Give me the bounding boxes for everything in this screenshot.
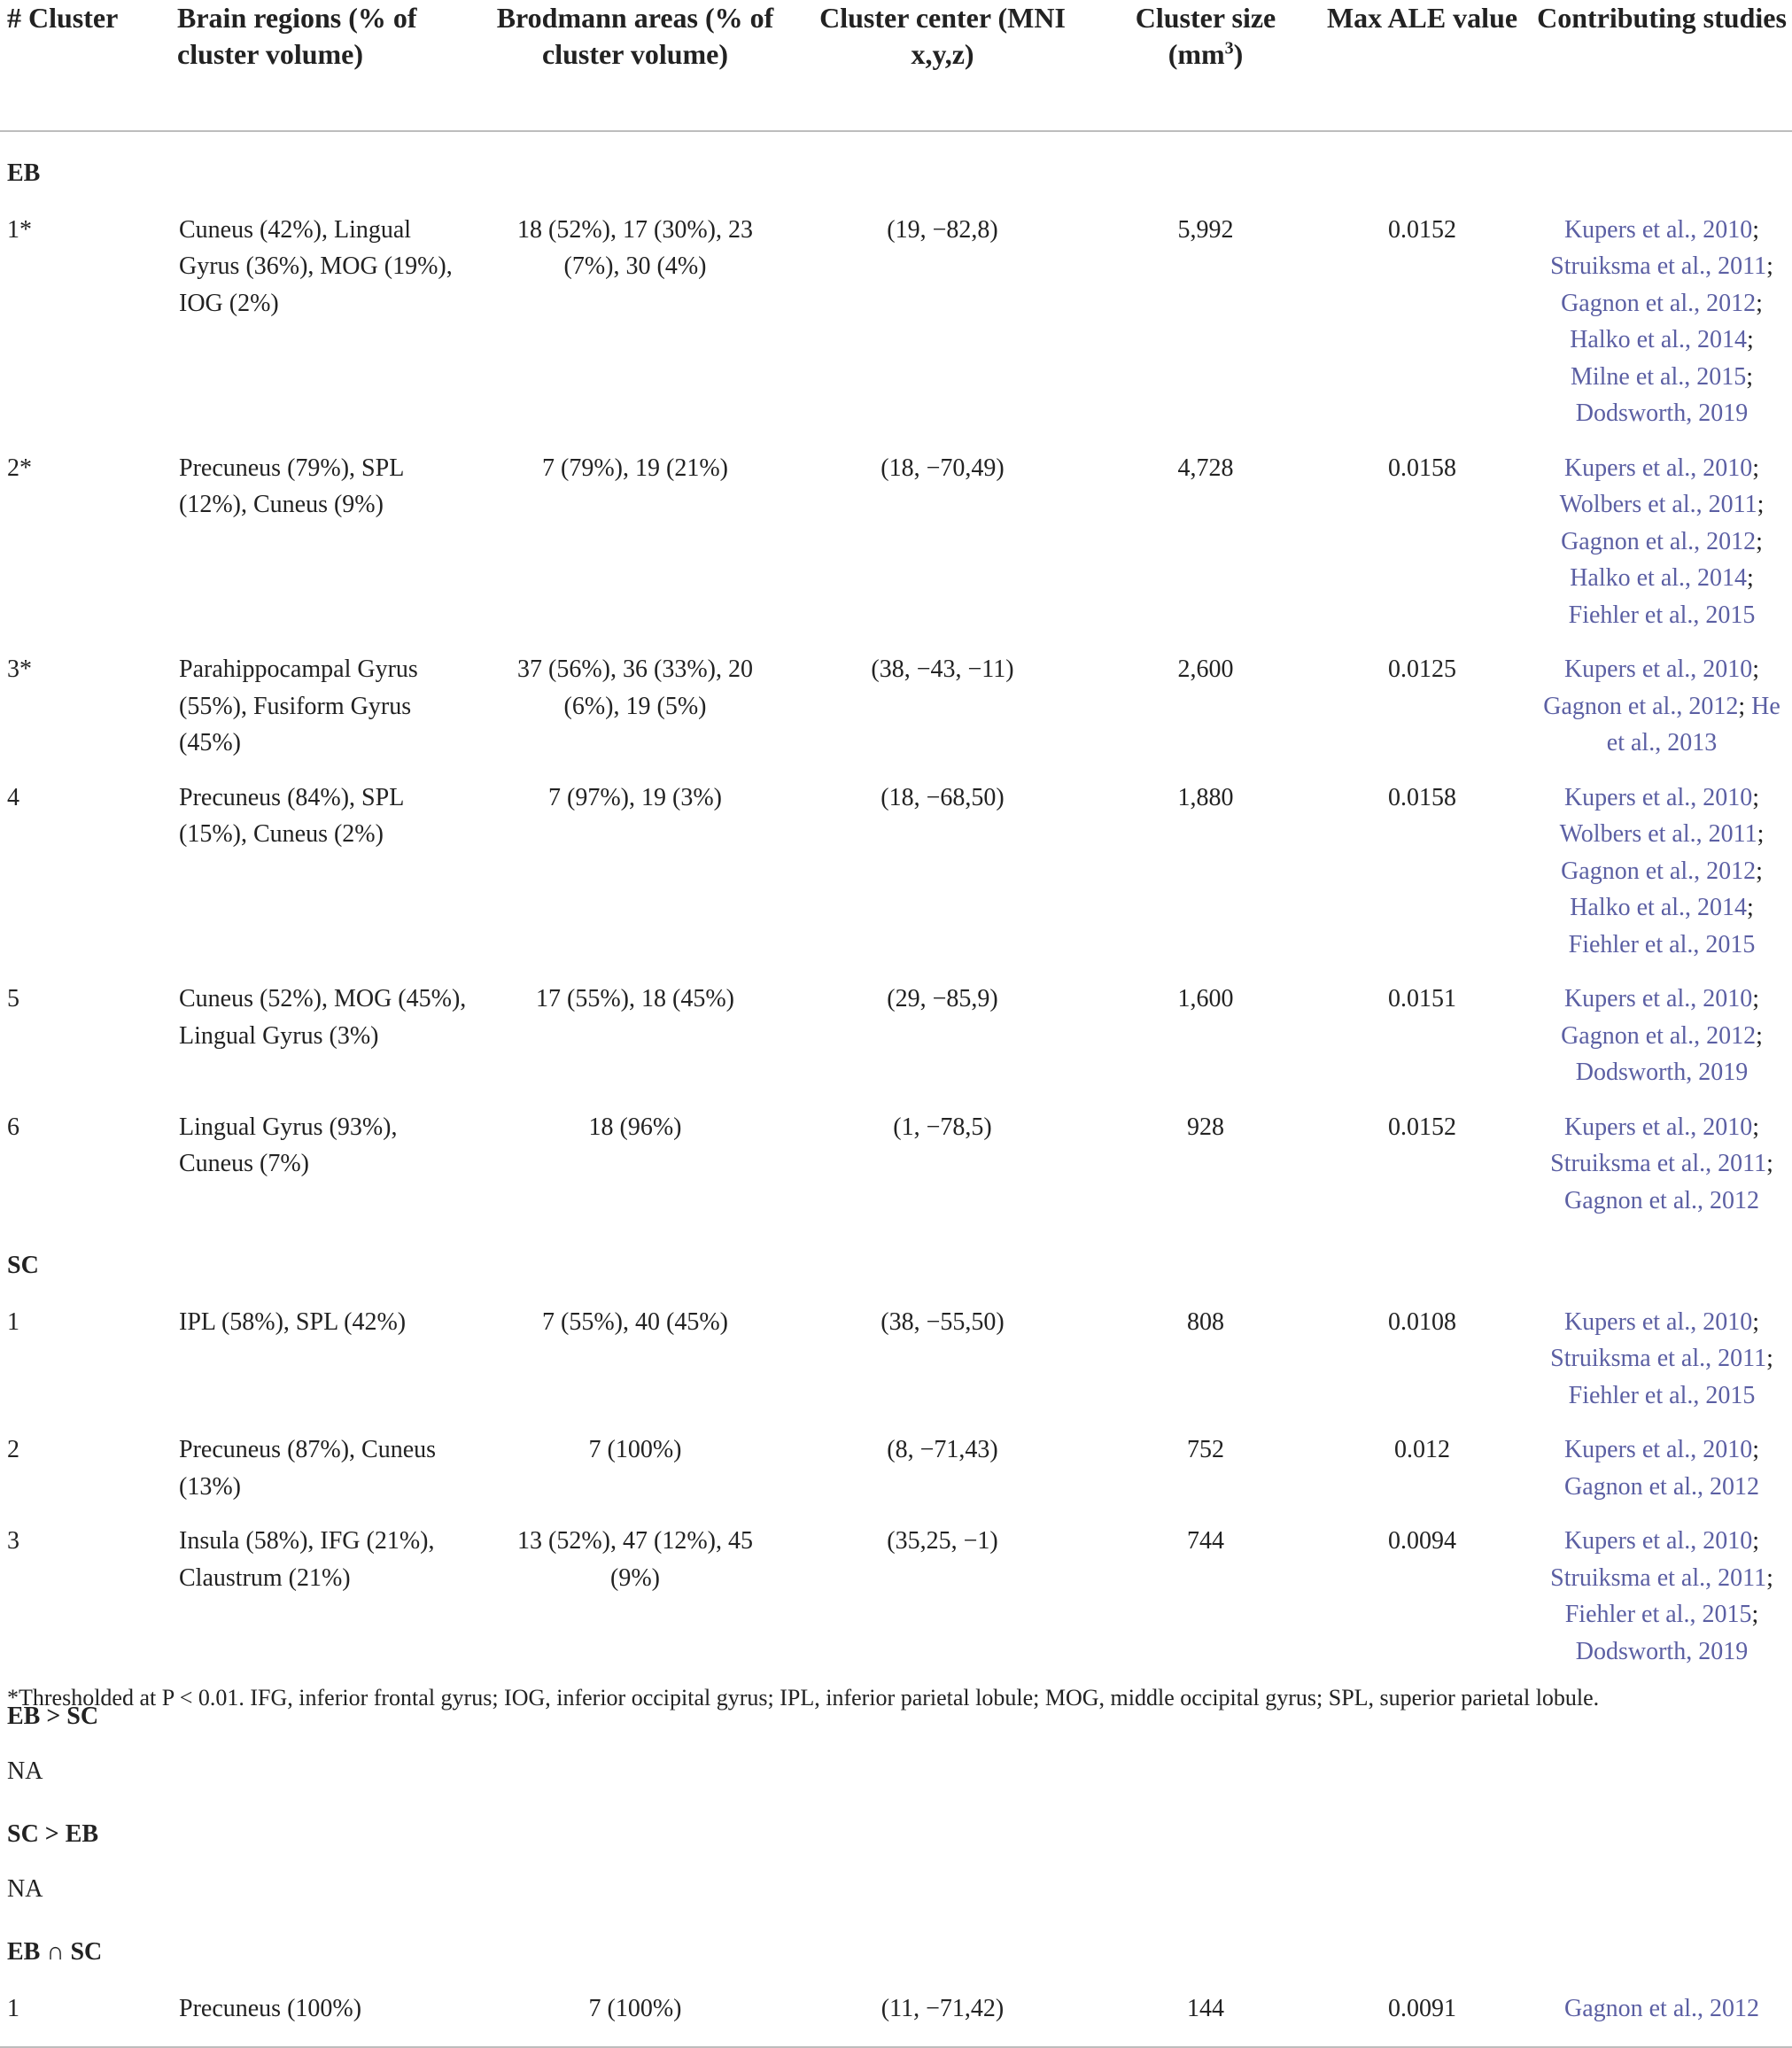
study-separator: ; xyxy=(1747,894,1754,921)
study-separator: ; xyxy=(1752,1307,1760,1336)
study-link[interactable]: Gagnon et al., 2012 xyxy=(1561,1021,1757,1050)
cluster-cell: 2* xyxy=(7,454,32,482)
study-separator: ; xyxy=(1752,1527,1760,1555)
size-cell: 1,600 xyxy=(1177,985,1234,1012)
study-link[interactable]: He et al., 2013 xyxy=(1606,692,1780,756)
study-separator: ; xyxy=(1757,491,1765,518)
size-cell: 928 xyxy=(1187,1113,1224,1141)
study-link[interactable]: Fiehler et al., 2015 xyxy=(1568,1381,1756,1409)
table-row xyxy=(0,1295,1792,1424)
group-label: EB > SC xyxy=(7,1703,99,1730)
table-row xyxy=(0,1423,1792,1514)
study-separator: ; xyxy=(1752,985,1760,1012)
studies-cell xyxy=(1532,1423,1792,1514)
header-size-sup: 3 xyxy=(1224,38,1234,58)
ale-cell: 0.0091 xyxy=(1388,1994,1456,2022)
studies-cell xyxy=(1532,1295,1792,1424)
center-cell: (19, −82,8) xyxy=(887,215,998,244)
studies-cell xyxy=(1532,1514,1792,1679)
brodmann-cell: 18 (52%), 17 (30%), 23 (7%), 30 (4%) xyxy=(517,215,753,280)
study-link[interactable]: Halko et al., 2014 xyxy=(1570,564,1748,592)
center-cell: (38, −43, −11) xyxy=(871,656,1014,683)
brodmann-cell: 7 (100%) xyxy=(588,1436,682,1463)
brodmann-cell: 37 (56%), 36 (33%), 20 (6%), 19 (5%) xyxy=(517,656,753,720)
cluster-cell: 6 xyxy=(7,1113,19,1141)
studies-cell xyxy=(1532,1982,1792,2048)
study-link[interactable]: Kupers et al., 2010 xyxy=(1563,454,1753,482)
group-header-row xyxy=(0,1796,1792,1864)
na-cell: NA xyxy=(7,1757,43,1785)
header-cluster: # Cluster xyxy=(7,2,119,34)
center-cell: (35,25, −1) xyxy=(887,1527,998,1555)
study-separator: ; xyxy=(1747,326,1754,353)
study-link[interactable]: Halko et al., 2014 xyxy=(1570,894,1748,921)
table-row xyxy=(0,203,1792,441)
group-label: SC > EB xyxy=(7,1820,99,1848)
study-link[interactable]: Gagnon et al., 2012 xyxy=(1561,857,1757,885)
center-cell: (11, −71,42) xyxy=(880,1994,1005,2022)
header-size xyxy=(1098,0,1313,131)
study-link[interactable]: Struiksma et al., 2011 xyxy=(1550,1150,1767,1177)
study-link[interactable]: Wolbers et al., 2011 xyxy=(1559,491,1757,518)
study-link[interactable]: Struiksma et al., 2011 xyxy=(1550,1345,1767,1372)
study-link[interactable]: Kupers et al., 2010 xyxy=(1563,783,1753,811)
size-cell: 144 xyxy=(1187,1994,1224,2022)
study-separator: ; xyxy=(1756,289,1763,317)
brodmann-cell: 7 (79%), 19 (21%) xyxy=(542,454,728,482)
study-separator: ; xyxy=(1752,656,1760,683)
center-cell: (29, −85,9) xyxy=(887,985,998,1012)
ale-cell: 0.0158 xyxy=(1388,783,1456,811)
regions-cell: Precuneus (100%) xyxy=(179,1994,362,2022)
cluster-cell: 3* xyxy=(7,656,32,683)
study-separator: ; xyxy=(1756,857,1763,885)
study-link[interactable]: Kupers et al., 2010 xyxy=(1563,985,1753,1012)
table-row xyxy=(0,1982,1792,2048)
regions-cell: Precuneus (87%), Cuneus (13%) xyxy=(179,1436,437,1501)
na-row xyxy=(0,1746,1792,1797)
table-row xyxy=(0,972,1792,1100)
brodmann-cell: 18 (96%) xyxy=(588,1113,682,1141)
regions-cell: Cuneus (42%), Lingual Gyrus (36%), MOG (19%), IOG (2%) xyxy=(179,215,453,317)
study-link[interactable]: Gagnon et al., 2012 xyxy=(1543,692,1739,720)
study-separator: ; xyxy=(1766,1345,1773,1372)
study-link[interactable]: Kupers et al., 2010 xyxy=(1563,1527,1753,1555)
study-separator: ; xyxy=(1766,252,1773,280)
study-link[interactable]: Struiksma et al., 2011 xyxy=(1550,252,1767,280)
regions-cell: Insula (58%), IFG (21%), Claustrum (21%) xyxy=(179,1527,435,1592)
regions-cell: Lingual Gyrus (93%), Cuneus (7%) xyxy=(179,1113,398,1177)
ale-cell: 0.0158 xyxy=(1388,454,1456,482)
ale-cell: 0.0094 xyxy=(1388,1527,1456,1555)
study-separator: ; xyxy=(1752,783,1760,811)
ale-cell: 0.012 xyxy=(1394,1436,1450,1463)
study-separator: ; xyxy=(1746,362,1754,391)
group-label: EB ∩ SC xyxy=(7,1938,103,1966)
header-studies: Contributing studies xyxy=(1537,2,1787,34)
cluster-cell: 1* xyxy=(7,215,32,244)
regions-cell: Precuneus (79%), SPL (12%), Cuneus (9%) xyxy=(179,454,404,518)
center-cell: (38, −55,50) xyxy=(880,1307,1005,1336)
center-cell: (18, −68,50) xyxy=(880,783,1005,811)
study-link[interactable]: Dodsworth, 2019 xyxy=(1575,400,1749,427)
study-separator: ; xyxy=(1752,454,1760,482)
table-row xyxy=(0,1514,1792,1679)
study-link[interactable]: Wolbers et al., 2011 xyxy=(1559,820,1757,848)
study-separator: ; xyxy=(1766,1150,1773,1177)
ale-cell: 0.0108 xyxy=(1388,1307,1456,1336)
size-cell: 4,728 xyxy=(1177,454,1234,482)
study-link[interactable]: Milne et al., 2015 xyxy=(1570,362,1747,391)
studies-cell xyxy=(1532,441,1792,643)
cluster-cell: 2 xyxy=(7,1436,19,1463)
study-link[interactable]: Kupers et al., 2010 xyxy=(1563,1307,1753,1336)
study-link[interactable]: Gagnon et al., 2012 xyxy=(1563,1472,1760,1501)
cluster-cell: 5 xyxy=(7,985,19,1012)
study-link[interactable]: Kupers et al., 2010 xyxy=(1563,656,1753,683)
study-link[interactable]: Dodsworth, 2019 xyxy=(1575,1637,1749,1665)
study-separator: ; xyxy=(1738,692,1752,720)
study-link[interactable]: Fiehler et al., 2015 xyxy=(1568,601,1756,629)
table-body xyxy=(0,131,1792,2047)
studies-cell xyxy=(1532,203,1792,441)
size-cell: 1,880 xyxy=(1177,783,1234,811)
regions-cell: Parahippocampal Gyrus (55%), Fusiform Gyrus (45%) xyxy=(179,656,418,756)
table-row xyxy=(0,771,1792,973)
size-cell: 752 xyxy=(1187,1436,1224,1463)
study-link[interactable]: Halko et al., 2014 xyxy=(1570,326,1748,353)
header-regions: Brain regions (% of cluster volume) xyxy=(177,2,417,70)
header-center: Cluster center (MNI x,y,z) xyxy=(819,2,1066,70)
table-footnote: *Thresholded at P < 0.01. IFG, inferior frontal gyrus; IOG, inferior occipital gyrus; IPL, inferior parietal lobule; MOG, middle occipital gyrus; SPL, superior parietal lobule. xyxy=(7,1685,1600,1711)
brodmann-cell: 7 (100%) xyxy=(588,1994,682,2022)
ale-cell: 0.0125 xyxy=(1388,656,1456,683)
studies-cell xyxy=(1532,771,1792,973)
study-link[interactable]: Fiehler et al., 2015 xyxy=(1564,1601,1752,1628)
cluster-cell: 1 xyxy=(7,1994,19,2022)
study-separator: ; xyxy=(1752,1436,1760,1463)
size-cell: 5,992 xyxy=(1177,215,1234,244)
study-separator: ; xyxy=(1752,1113,1760,1141)
group-header-row xyxy=(0,131,1792,203)
table-row xyxy=(0,642,1792,771)
study-separator: ; xyxy=(1766,1563,1773,1592)
na-row xyxy=(0,1864,1792,1915)
brodmann-cell: 7 (97%), 19 (3%) xyxy=(548,783,722,811)
study-link[interactable]: Kupers et al., 2010 xyxy=(1563,215,1753,244)
table-row xyxy=(0,441,1792,643)
size-cell: 808 xyxy=(1187,1307,1224,1336)
regions-cell: Cuneus (52%), MOG (45%), Lingual Gyrus (3%) xyxy=(179,985,467,1050)
cluster-cell: 3 xyxy=(7,1527,19,1555)
header-row xyxy=(0,0,1792,131)
size-cell: 2,600 xyxy=(1177,656,1234,683)
study-separator: ; xyxy=(1757,820,1765,848)
ale-cell: 0.0151 xyxy=(1388,985,1456,1012)
regions-cell: Precuneus (84%), SPL (15%), Cuneus (2%) xyxy=(179,783,404,848)
cluster-cell: 1 xyxy=(7,1307,19,1336)
ale-cell: 0.0152 xyxy=(1388,215,1456,244)
cluster-cell: 4 xyxy=(7,783,19,811)
brodmann-cell: 17 (55%), 18 (45%) xyxy=(536,985,734,1012)
study-separator: ; xyxy=(1747,564,1754,592)
study-link[interactable]: Kupers et al., 2010 xyxy=(1563,1436,1753,1463)
study-link[interactable]: Fiehler et al., 2015 xyxy=(1568,930,1756,958)
study-link[interactable]: Kupers et al., 2010 xyxy=(1563,1113,1753,1141)
study-link[interactable]: Gagnon et al., 2012 xyxy=(1563,1994,1760,2022)
study-separator: ; xyxy=(1756,1021,1763,1050)
study-link[interactable]: Struiksma et al., 2011 xyxy=(1550,1563,1767,1592)
studies-cell xyxy=(1532,1100,1792,1229)
studies-cell xyxy=(1532,642,1792,771)
header-size-close: ) xyxy=(1233,38,1244,70)
study-separator: ; xyxy=(1751,1601,1759,1628)
center-cell: (18, −70,49) xyxy=(880,454,1005,482)
center-cell: (8, −71,43) xyxy=(887,1436,998,1463)
brodmann-cell: 7 (55%), 40 (45%) xyxy=(542,1307,728,1336)
header-ale: Max ALE value xyxy=(1326,2,1518,34)
study-link[interactable]: Gagnon et al., 2012 xyxy=(1561,289,1757,317)
ale-cell: 0.0152 xyxy=(1388,1113,1456,1141)
group-header-row xyxy=(0,1914,1792,1982)
group-header-row xyxy=(0,1228,1792,1295)
header-size-text: Cluster size (mm xyxy=(1135,2,1276,70)
regions-cell: IPL (58%), SPL (42%) xyxy=(179,1307,407,1336)
study-link[interactable]: Gagnon et al., 2012 xyxy=(1561,527,1757,555)
study-link[interactable]: Gagnon et al., 2012 xyxy=(1563,1186,1760,1214)
studies-cell xyxy=(1532,972,1792,1100)
study-separator: ; xyxy=(1756,527,1763,555)
na-cell: NA xyxy=(7,1874,43,1903)
group-label: EB xyxy=(7,159,41,187)
table-row xyxy=(0,1100,1792,1229)
study-separator: ; xyxy=(1752,215,1760,244)
brodmann-cell: 13 (52%), 47 (12%), 45 (9%) xyxy=(517,1527,753,1592)
center-cell: (1, −78,5) xyxy=(893,1113,992,1141)
size-cell: 744 xyxy=(1187,1527,1224,1555)
header-brodmann: Brodmann areas (% of cluster volume) xyxy=(496,2,774,70)
study-link[interactable]: Dodsworth, 2019 xyxy=(1575,1059,1749,1086)
group-label: SC xyxy=(7,1252,39,1279)
